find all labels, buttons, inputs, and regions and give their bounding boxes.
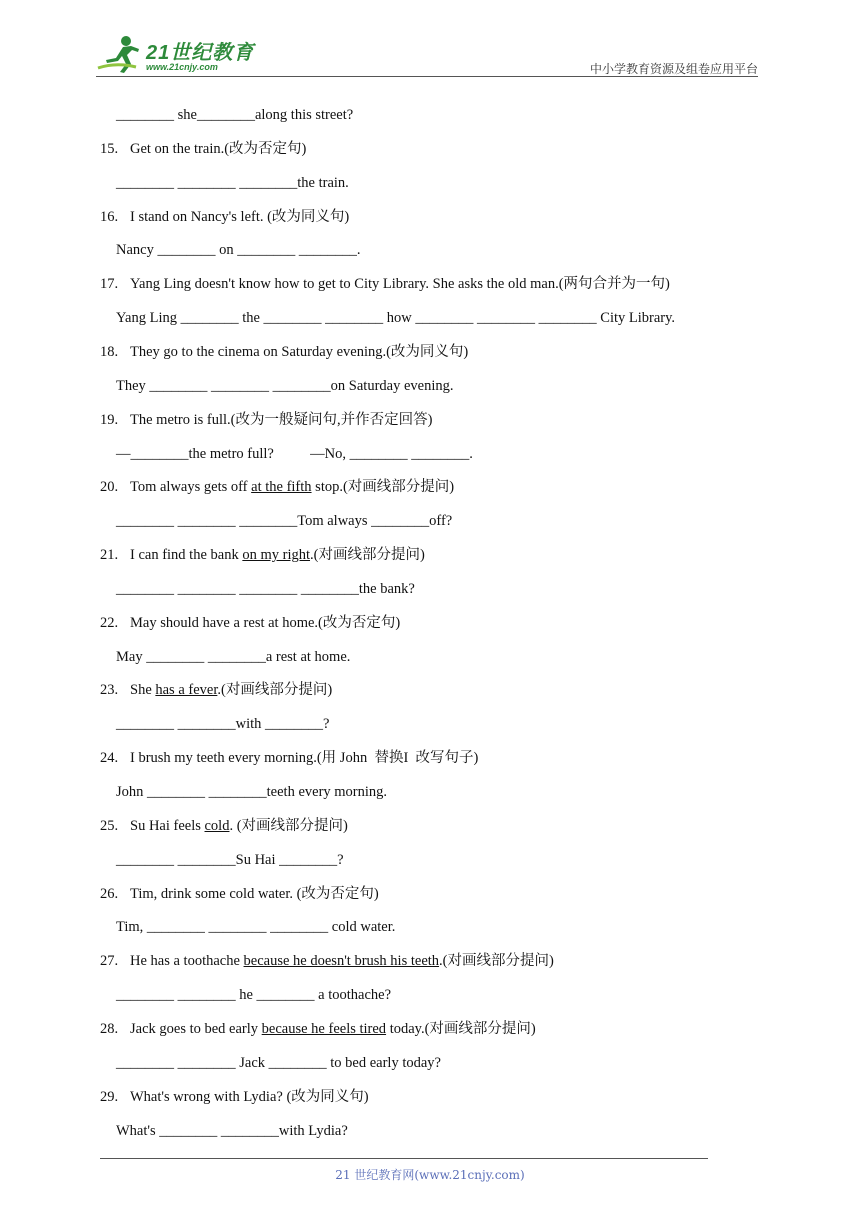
site-logo <box>96 34 266 74</box>
page-header <box>96 30 758 78</box>
question-line <box>0 749 860 767</box>
answer-line <box>0 241 860 259</box>
question-line <box>0 208 860 226</box>
footer-divider <box>100 1158 708 1159</box>
answer-line <box>0 851 860 869</box>
question-number: 20. <box>100 479 119 496</box>
question-line <box>0 343 860 361</box>
answer-blank-text: —________the metro full? —No, ________ ________. <box>116 445 473 462</box>
question-number: 16. <box>100 208 119 225</box>
answer-line <box>0 512 860 530</box>
question-text: Tim, drink some cold water. (改为否定句) <box>130 885 379 902</box>
question-text: She <box>130 682 156 699</box>
question-text: What's wrong with Lydia? (改为同义句) <box>130 1088 369 1105</box>
answer-line <box>0 1054 860 1072</box>
answer-blank-text: May ________ ________a rest at home. <box>116 648 351 665</box>
answer-line <box>0 580 860 598</box>
question-number: 15. <box>100 140 119 157</box>
question-text: . (对画线部分提问) <box>229 817 348 834</box>
answer-line <box>0 986 860 1004</box>
question-text: Get on the train.(改为否定句) <box>130 140 307 157</box>
answer-line <box>0 174 860 192</box>
question-text: .(对画线部分提问) <box>439 953 554 970</box>
question-line <box>0 952 860 970</box>
question-line <box>0 140 860 158</box>
question-text: Su Hai feels <box>130 817 205 834</box>
question-number: 25. <box>100 817 119 834</box>
answer-blank-text: ________ ________ ________Tom always ________off? <box>116 513 453 530</box>
underlined-phrase: has a fever <box>155 682 218 699</box>
question-text: I can find the bank <box>130 547 243 564</box>
question-text: stop.(对画线部分提问) <box>311 479 455 496</box>
answer-line <box>0 715 860 733</box>
question-text: May should have a rest at home.(改为否定句) <box>130 614 401 631</box>
answer-blank-text: Nancy ________ on ________ ________. <box>116 242 361 259</box>
answer-blank-text: ________ she________along this street? <box>116 107 354 123</box>
answer-blank-text: ________ ________with ________? <box>116 716 330 733</box>
answer-line <box>0 377 860 395</box>
question-line <box>0 478 860 496</box>
question-line <box>0 1020 860 1038</box>
question-text: today.(对画线部分提问) <box>386 1020 536 1037</box>
platform-title: 中小学教育资源及组卷应用平台 <box>589 62 758 76</box>
question-line <box>0 817 860 835</box>
question-number: 24. <box>100 750 119 767</box>
answer-blank-text: What's ________ ________with Lydia? <box>116 1122 348 1139</box>
question-number: 26. <box>100 885 119 902</box>
question-number: 19. <box>100 411 119 428</box>
question-line <box>0 614 860 632</box>
logo-url: www.21cnjy.com <box>146 62 218 72</box>
question-text: .(对画线部分提问) <box>217 682 333 699</box>
question-line <box>0 275 860 293</box>
question-number: 28. <box>100 1020 119 1037</box>
runner-logo-icon <box>96 34 144 74</box>
answer-line <box>0 783 860 801</box>
question-line <box>0 1088 860 1106</box>
answer-blank-text: ________ ________ Jack ________ to bed early today? <box>116 1054 441 1071</box>
underlined-phrase: cold <box>204 817 230 834</box>
question-text: I brush my teeth every morning.(用 John 替换I 改写句子) <box>130 750 479 767</box>
question-text: Jack goes to bed early <box>130 1020 262 1037</box>
answer-blank-text: They ________ ________ ________on Saturday evening. <box>116 377 454 394</box>
page-footer: 21 世纪教育网(www.21cnjy.com) <box>335 1168 525 1182</box>
question-number: 23. <box>100 682 119 699</box>
answer-line <box>0 106 860 124</box>
answer-blank-text: Tim, ________ ________ ________ cold water. <box>116 919 396 936</box>
answer-line <box>0 309 860 327</box>
header-divider <box>96 76 758 77</box>
underlined-phrase: at the fifth <box>251 479 312 496</box>
answer-blank-text: ________ ________Su Hai ________? <box>116 851 344 868</box>
question-text: Tom always gets off <box>130 479 252 496</box>
underlined-phrase: on my right <box>242 547 311 564</box>
question-line <box>0 885 860 903</box>
answer-line <box>0 648 860 666</box>
underlined-phrase: because he doesn't brush his teeth <box>243 953 440 970</box>
answer-blank-text: John ________ ________teeth every morning. <box>116 784 388 800</box>
question-text: They go to the cinema on Saturday evening.(改为同义句) <box>130 343 469 360</box>
answer-line <box>0 445 860 463</box>
question-number: 27. <box>100 953 119 970</box>
question-number: 18. <box>100 343 119 360</box>
question-number: 17. <box>100 276 119 293</box>
question-line <box>0 411 860 429</box>
answer-blank-text: ________ ________ he ________ a toothache? <box>116 987 392 1004</box>
answer-blank-text: Yang Ling ________ the ________ ________ how ________ ________ ________ City Library. <box>116 310 676 327</box>
question-line <box>0 546 860 564</box>
answer-line <box>0 918 860 936</box>
answer-blank-text: ________ ________ ________ ________the bank? <box>116 580 415 597</box>
underlined-phrase: because he feels tired <box>261 1020 387 1037</box>
answer-blank-text: ________ ________ ________the train. <box>116 174 349 191</box>
question-number: 22. <box>100 614 119 631</box>
question-text: .(对画线部分提问) <box>310 547 425 564</box>
question-text: The metro is full.(改为一般疑问句,并作否定回答) <box>130 411 433 428</box>
question-number: 29. <box>100 1088 119 1105</box>
question-text: I stand on Nancy's left. (改为同义句) <box>130 208 350 225</box>
logo-text: 21世纪教育 <box>146 42 255 64</box>
question-number: 21. <box>100 547 119 564</box>
question-text: He has a toothache <box>130 953 244 970</box>
answer-line <box>0 1122 860 1140</box>
question-text: Yang Ling doesn't know how to get to City Library. She asks the old man.(两句合并为一句) <box>130 276 670 293</box>
question-line <box>0 681 860 699</box>
